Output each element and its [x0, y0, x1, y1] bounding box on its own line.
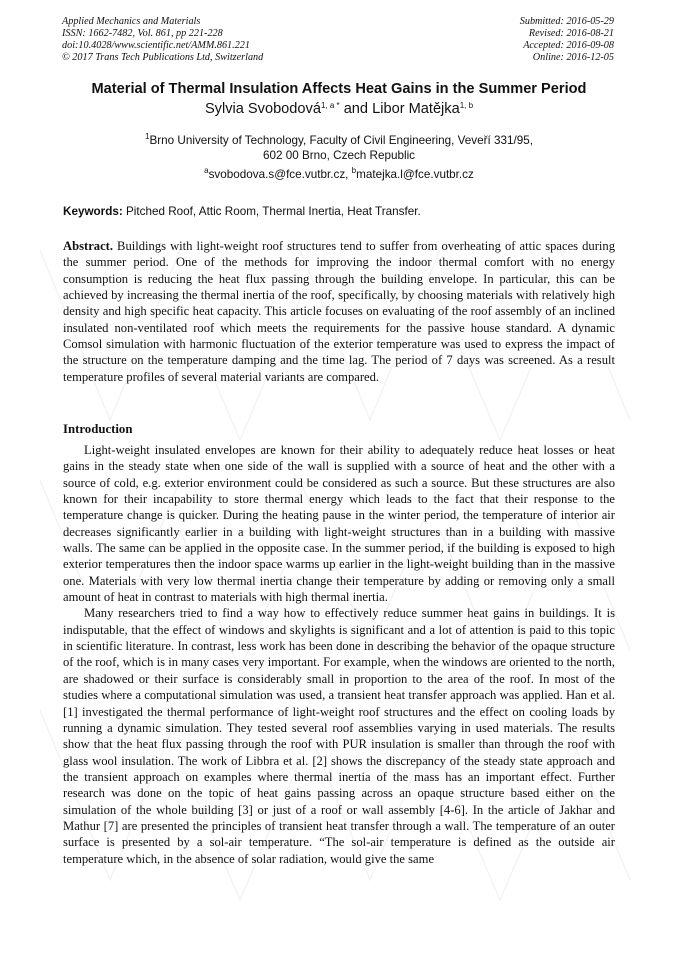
author-conjunction: and: [339, 101, 373, 117]
paper-title: Material of Thermal Insulation Affects Heat Gains in the Summer Period: [91, 81, 587, 97]
email-superscript: a: [204, 166, 209, 175]
paragraph: Light-weight insulated envelopes are known for their ability to adequately reduce heat losses or heat gains in the steady state when one side of the wall is supplied with a source of heat and the other with a source of cold, e.g. exterior environment could be considered as such a source. But these structures are also known for their incapability to store thermal energy which leads to the fact that their response to the temperature change is quicker. During the heating pause in the winter period, the temperature of interior air decreases significantly earlier in a building with light-weight structures than in a building with massive walls. The same can be applied in the opposite case. In the summer period, if the building is exposed to high exterior temperatures then the indoor space warms up earlier in the light-weight building than in the massive one. Materials with very low thermal inertia change their temperature by adding or removing only a small amount of heat in contrast to materials with high thermal inertia.: [63, 443, 615, 605]
journal-info: [62, 16, 263, 64]
journal-name: Applied Mechanics and Materials: [62, 16, 201, 27]
doi-line: doi:10.4028/www.scientific.net/AMM.861.221: [62, 40, 250, 51]
paragraph: Many researchers tried to find a way how to effectively reduce summer heat gains in buildings. It is indisputable, that the effect of windows and skylights is significant and a lot of attention is paid to this topic in scientific literature. In contrast, less work has been done in describing the behavior of the opaque structure of the roof, which is in many cases very important. For example, when the windows are oriented to the north, are shadowed or their surface is considerably small in proportion to the area of the roof. In most of the studies where a computational simulation was used, a transient heat transfer approach was applied. Han et al. [1] investigated the thermal performance of light-weight roof structures and the effect on cooling loads by running a dynamic simulation. They tested several roof assemblies varying in used materials. The results show that the heat flux passing through the roof with PUR insulation is smaller than through the roof with glass wool insulation. The work of Libbra et al. [2] shows the discrepancy of the steady state approach and the transient approach on examples where thermal inertia of the mass has an important effect. Further research was done on the topic of heat gains passing across an opaque structure based either on the simulation of the whole building [3] or just of a roof or wall assembly [4-6]. In the article of Jakhar and Mathur [7] are presented the principles of transient heat transfer through a wall. The temperature of an outer surface is presented by a sol-air temperature. “The sol-air temperature is defined as the outside air temperature which, in the absence of solar radiation, would give the same: [63, 606, 615, 866]
affiliation-superscript: 1: [145, 132, 150, 141]
affiliation-line-2: 602 00 Brno, Czech Republic: [262, 149, 416, 162]
author-superscript: 1, b: [459, 101, 474, 110]
abstract-text: Buildings with light-weight roof structures tend to suffer from overheating of attic spaces during the summer period. One of the methods for improving the indoor thermal comfort with no energy consumption is reducing the heat flux passing through the building envelope. In particular, this can be achieved by increasing the thermal inertia of the roof, specifically, by choosing materials with relatively high density and high specific heat capacity. This article focuses on evaluating of the roof assembly of an inclined insulated non-ventilated roof which meets the requirements for the passive house standard. A dynamic Comsol simulation with harmonic fluctuation of the exterior temperature was used to express the impact of the structure on the temperature damping and the time lag. The period of 7 days was screened. As a result temperature profiles of several material variants are compared.: [63, 239, 615, 384]
keywords: [63, 204, 618, 219]
keywords-text: Pitched Roof, Attic Room, Thermal Inertia, Heat Transfer.: [122, 205, 421, 218]
copyright-line: © 2017 Trans Tech Publications Ltd, Switzerland: [62, 52, 264, 63]
affiliation-line-1: Brno University of Technology, Faculty of Civil Engineering, Veveří 331/95,: [149, 134, 533, 147]
publication-dates: [520, 16, 614, 64]
email-line: [60, 167, 618, 182]
revised-date: Revised: 2016-08-21: [528, 28, 614, 39]
author-name: Sylvia Svobodová: [204, 101, 321, 117]
affiliation: [60, 133, 618, 163]
issn-line: ISSN: 1662-7482, Vol. 861, pp 221-228: [62, 28, 223, 39]
author-name: Libor Matějka: [372, 101, 460, 117]
submitted-date: Submitted: 2016-05-29: [519, 16, 614, 27]
introduction-body: [63, 442, 615, 867]
email-address: svobodova.s@fce.vutbr.cz,: [208, 168, 352, 181]
accepted-date: Accepted: 2016-09-08: [523, 40, 614, 51]
author-superscript: 1, a *: [320, 101, 340, 110]
author-line: [30, 100, 648, 119]
abstract: [63, 238, 615, 385]
email-superscript: b: [351, 166, 357, 175]
abstract-label: Abstract.: [63, 239, 114, 253]
online-date: Online: 2016-12-05: [532, 52, 614, 63]
section-heading: Introduction: [63, 422, 133, 436]
email-address: matejka.l@fce.vutbr.cz: [356, 168, 474, 181]
keywords-label: Keywords:: [63, 205, 123, 218]
